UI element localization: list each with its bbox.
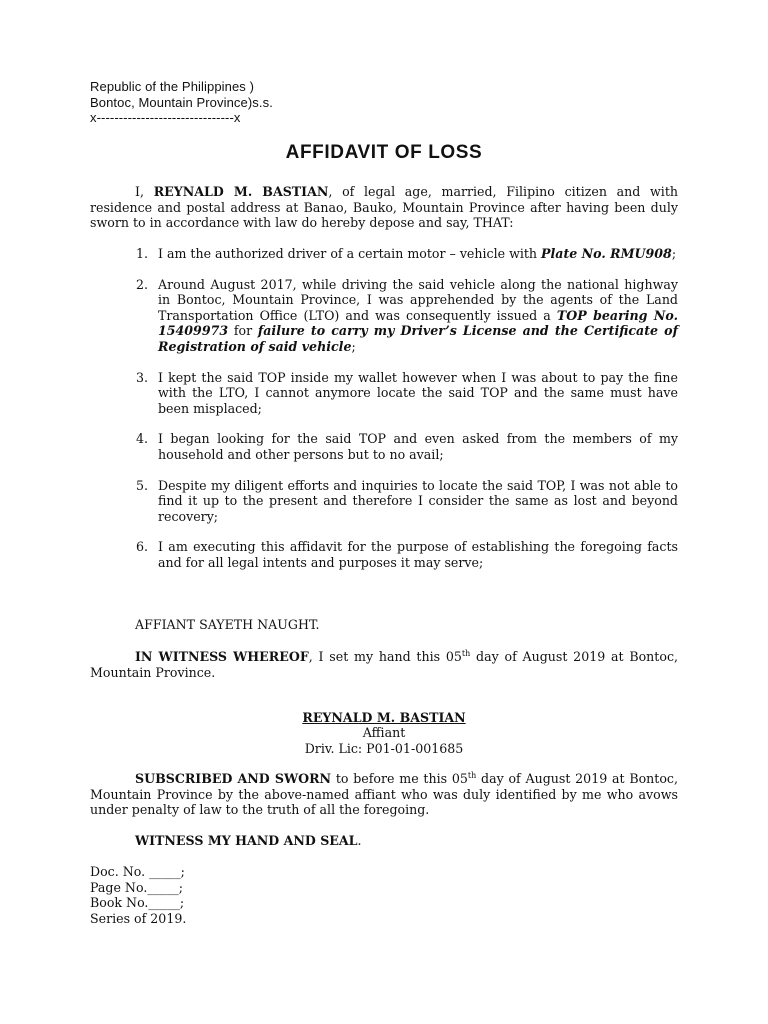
item-number: 2.: [136, 276, 149, 292]
witness-heading: IN WITNESS WHEREOF: [135, 649, 309, 664]
venue-line-province: Bontoc, Mountain Province)s.s.: [90, 94, 273, 110]
list-item: [90, 246, 678, 262]
document-title: AFFIDAVIT OF LOSS: [285, 142, 483, 163]
page-number: Page No._____;: [90, 879, 184, 895]
signatory-name: REYNALD M. BASTIAN: [302, 710, 466, 725]
list-item: [90, 478, 678, 525]
witness-paragraph: [90, 649, 678, 680]
venue-line-republic: Republic of the Philippines ): [90, 79, 255, 94]
item-text-end: ;: [351, 338, 356, 354]
item-text: Around August 2017, while driving the said vehicle along the national highway in Bontoc, Mountain Province, I was apprehended by the agents of the Land Transportation Office (LTO) and was consequently issued a: [158, 276, 678, 323]
list-item: [90, 277, 678, 355]
series-year: Series of 2019.: [90, 910, 187, 926]
list-item: [90, 431, 678, 462]
ordinal-suffix: th: [461, 648, 471, 658]
jurat-text-end: day of August 2019 at Bontoc, Mountain Province by the above-named affiant who was duly identified by me who avows under penalty of law to the truth of all the foregoing.: [90, 771, 678, 818]
item-text-mid: for: [228, 323, 258, 339]
seal-heading: WITNESS MY HAND AND SEAL: [135, 833, 358, 848]
book-number: Book No._____;: [90, 895, 185, 911]
item-text: I began looking for the said TOP and even asked from the members of my household and other persons but to no avail;: [158, 431, 678, 462]
violation-text: failure to carry my Driver’s License and the Certificate of Registration of said vehicle: [158, 323, 678, 354]
statement-list: [90, 246, 678, 571]
drivers-license-number: Driv. Lic: P01-01-001685: [304, 740, 464, 756]
doc-number: Doc. No. _____;: [90, 864, 185, 879]
top-number: TOP bearing No. 15409973: [158, 307, 678, 339]
item-text: I kept the said TOP inside my wallet however when I was about to pay the fine with the LTO, I cannot anymore locate the said TOP and the same must have been misplaced;: [158, 369, 678, 416]
venue-line-separator: x-------------------------------x: [90, 110, 241, 125]
item-number: 5.: [136, 477, 149, 493]
ordinal-suffix: th: [467, 770, 477, 780]
intro-text: , of legal age, married, Filipino citizen and with residence and postal address at Banao, Bauko, Mountain Province after having been duly sworn to in accordance with law do hereby depose and say, THAT:: [90, 184, 679, 231]
venue-block: [90, 79, 273, 126]
item-number: 1.: [136, 246, 149, 261]
jurat-paragraph: [90, 771, 678, 818]
intro-paragraph: [90, 184, 678, 231]
plate-number: Plate No. RMU908: [541, 246, 672, 261]
affiant-sayeth-naught: AFFIANT SAYETH NAUGHT.: [135, 617, 320, 632]
item-text: I am the authorized driver of a certain motor – vehicle with: [158, 246, 542, 261]
affiant-name: REYNALD M. BASTIAN: [153, 184, 329, 199]
item-text: Despite my diligent efforts and inquiries to locate the said TOP, I was not able to find it up to the present and therefore I consider the same as lost and beyond recovery;: [158, 477, 678, 524]
item-number: 4.: [136, 431, 149, 447]
item-number: 3.: [136, 369, 149, 385]
witness-text: , I set my hand this 05: [308, 649, 462, 664]
jurat-heading: SUBSCRIBED AND SWORN: [135, 771, 332, 786]
list-item: [90, 370, 678, 417]
signature-block: [0, 710, 768, 756]
signatory-role: Affiant: [362, 725, 406, 741]
hand-and-seal: [135, 833, 635, 849]
item-text-end: ;: [671, 246, 677, 261]
witness-text-end: day of August 2019 at Bontoc, Mountain Province.: [90, 649, 678, 680]
item-text: I am executing this affidavit for the purpose of establishing the foregoing facts and for all legal intents and purposes it may serve;: [158, 539, 678, 570]
seal-text: .: [357, 833, 362, 848]
jurat-text: to before me this 05: [331, 771, 468, 786]
notarial-docket: [90, 864, 186, 926]
list-item: [90, 539, 678, 570]
item-number: 6.: [136, 539, 149, 555]
intro-prefix: I,: [135, 184, 154, 199]
